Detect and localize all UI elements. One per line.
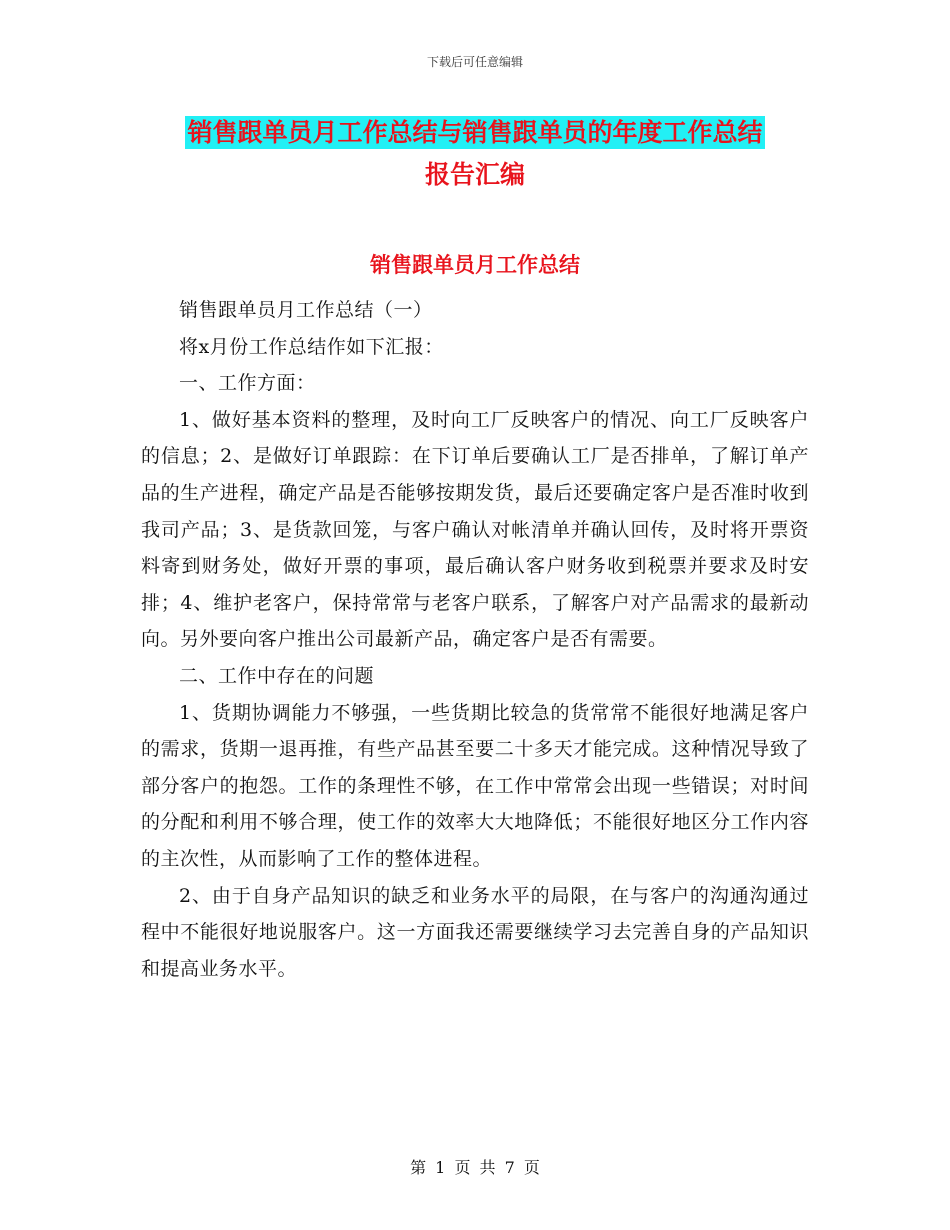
document-body — [141, 292, 809, 987]
document-title — [140, 112, 810, 196]
paragraph-problem-1: 1、货期协调能力不够强，一些货期比较急的货常常不能很好地满足客户的需求，货期一退再推，有些产品甚至要二十多天才能完成。这种情况导致了部分客户的抱怨。工作的条理性不够，在工作中常常会出现一些错误；对时间的分配和利用不够合理，使工作的效率大大地降低；不能很好地区分工作内容的主次性，从而影响了工作的整体进程。 — [141, 701, 809, 870]
document-title-line-1: 销售跟单员月工作总结与销售跟单员的年度工作总结 — [187, 118, 763, 147]
section-title: 销售跟单员月工作总结 — [370, 253, 580, 277]
paragraph-work-aspects: 1、做好基本资料的整理，及时向工厂反映客户的情况、向工厂反映客户的信息；2、是做好订单跟踪：在下订单后要确认工厂是否排单，了解订单产品的生产进程，确定产品是否能够按期发货，最后还要确定客户是否准时收到我司产品；3、是货款回笼，与客户确认对帐清单并确认回传，及时将开票资料寄到财务处，做好开票的事项，最后确认客户财务收到税票并要求及时安排；4、维护老客户，保持常常与老客户联系，了解客户对产品需求的最新动向。另外要向客户推出公司最新产品，确定客户是否有需要。 — [141, 408, 809, 651]
paragraph-subtitle: 销售跟单员月工作总结（一） — [179, 299, 433, 321]
heading-problems: 二、工作中存在的问题 — [179, 664, 375, 687]
heading-work-aspects: 一、工作方面： — [179, 372, 316, 395]
page-number-footer: 第 1 页 共 7 页 — [410, 1158, 540, 1177]
paragraph-problem-2: 2、由于自身产品知识的缺乏和业务水平的局限，在与客户的沟通沟通过程中不能很好地说服客户。这一方面我还需要继续学习去完善自身的产品知识和提高业务水平。 — [141, 884, 809, 980]
paragraph-intro: 将x月份工作总结作如下汇报： — [179, 335, 444, 358]
header-note: 下载后可任意编辑 — [426, 55, 523, 69]
document-title-line-2: 报告汇编 — [424, 160, 525, 189]
